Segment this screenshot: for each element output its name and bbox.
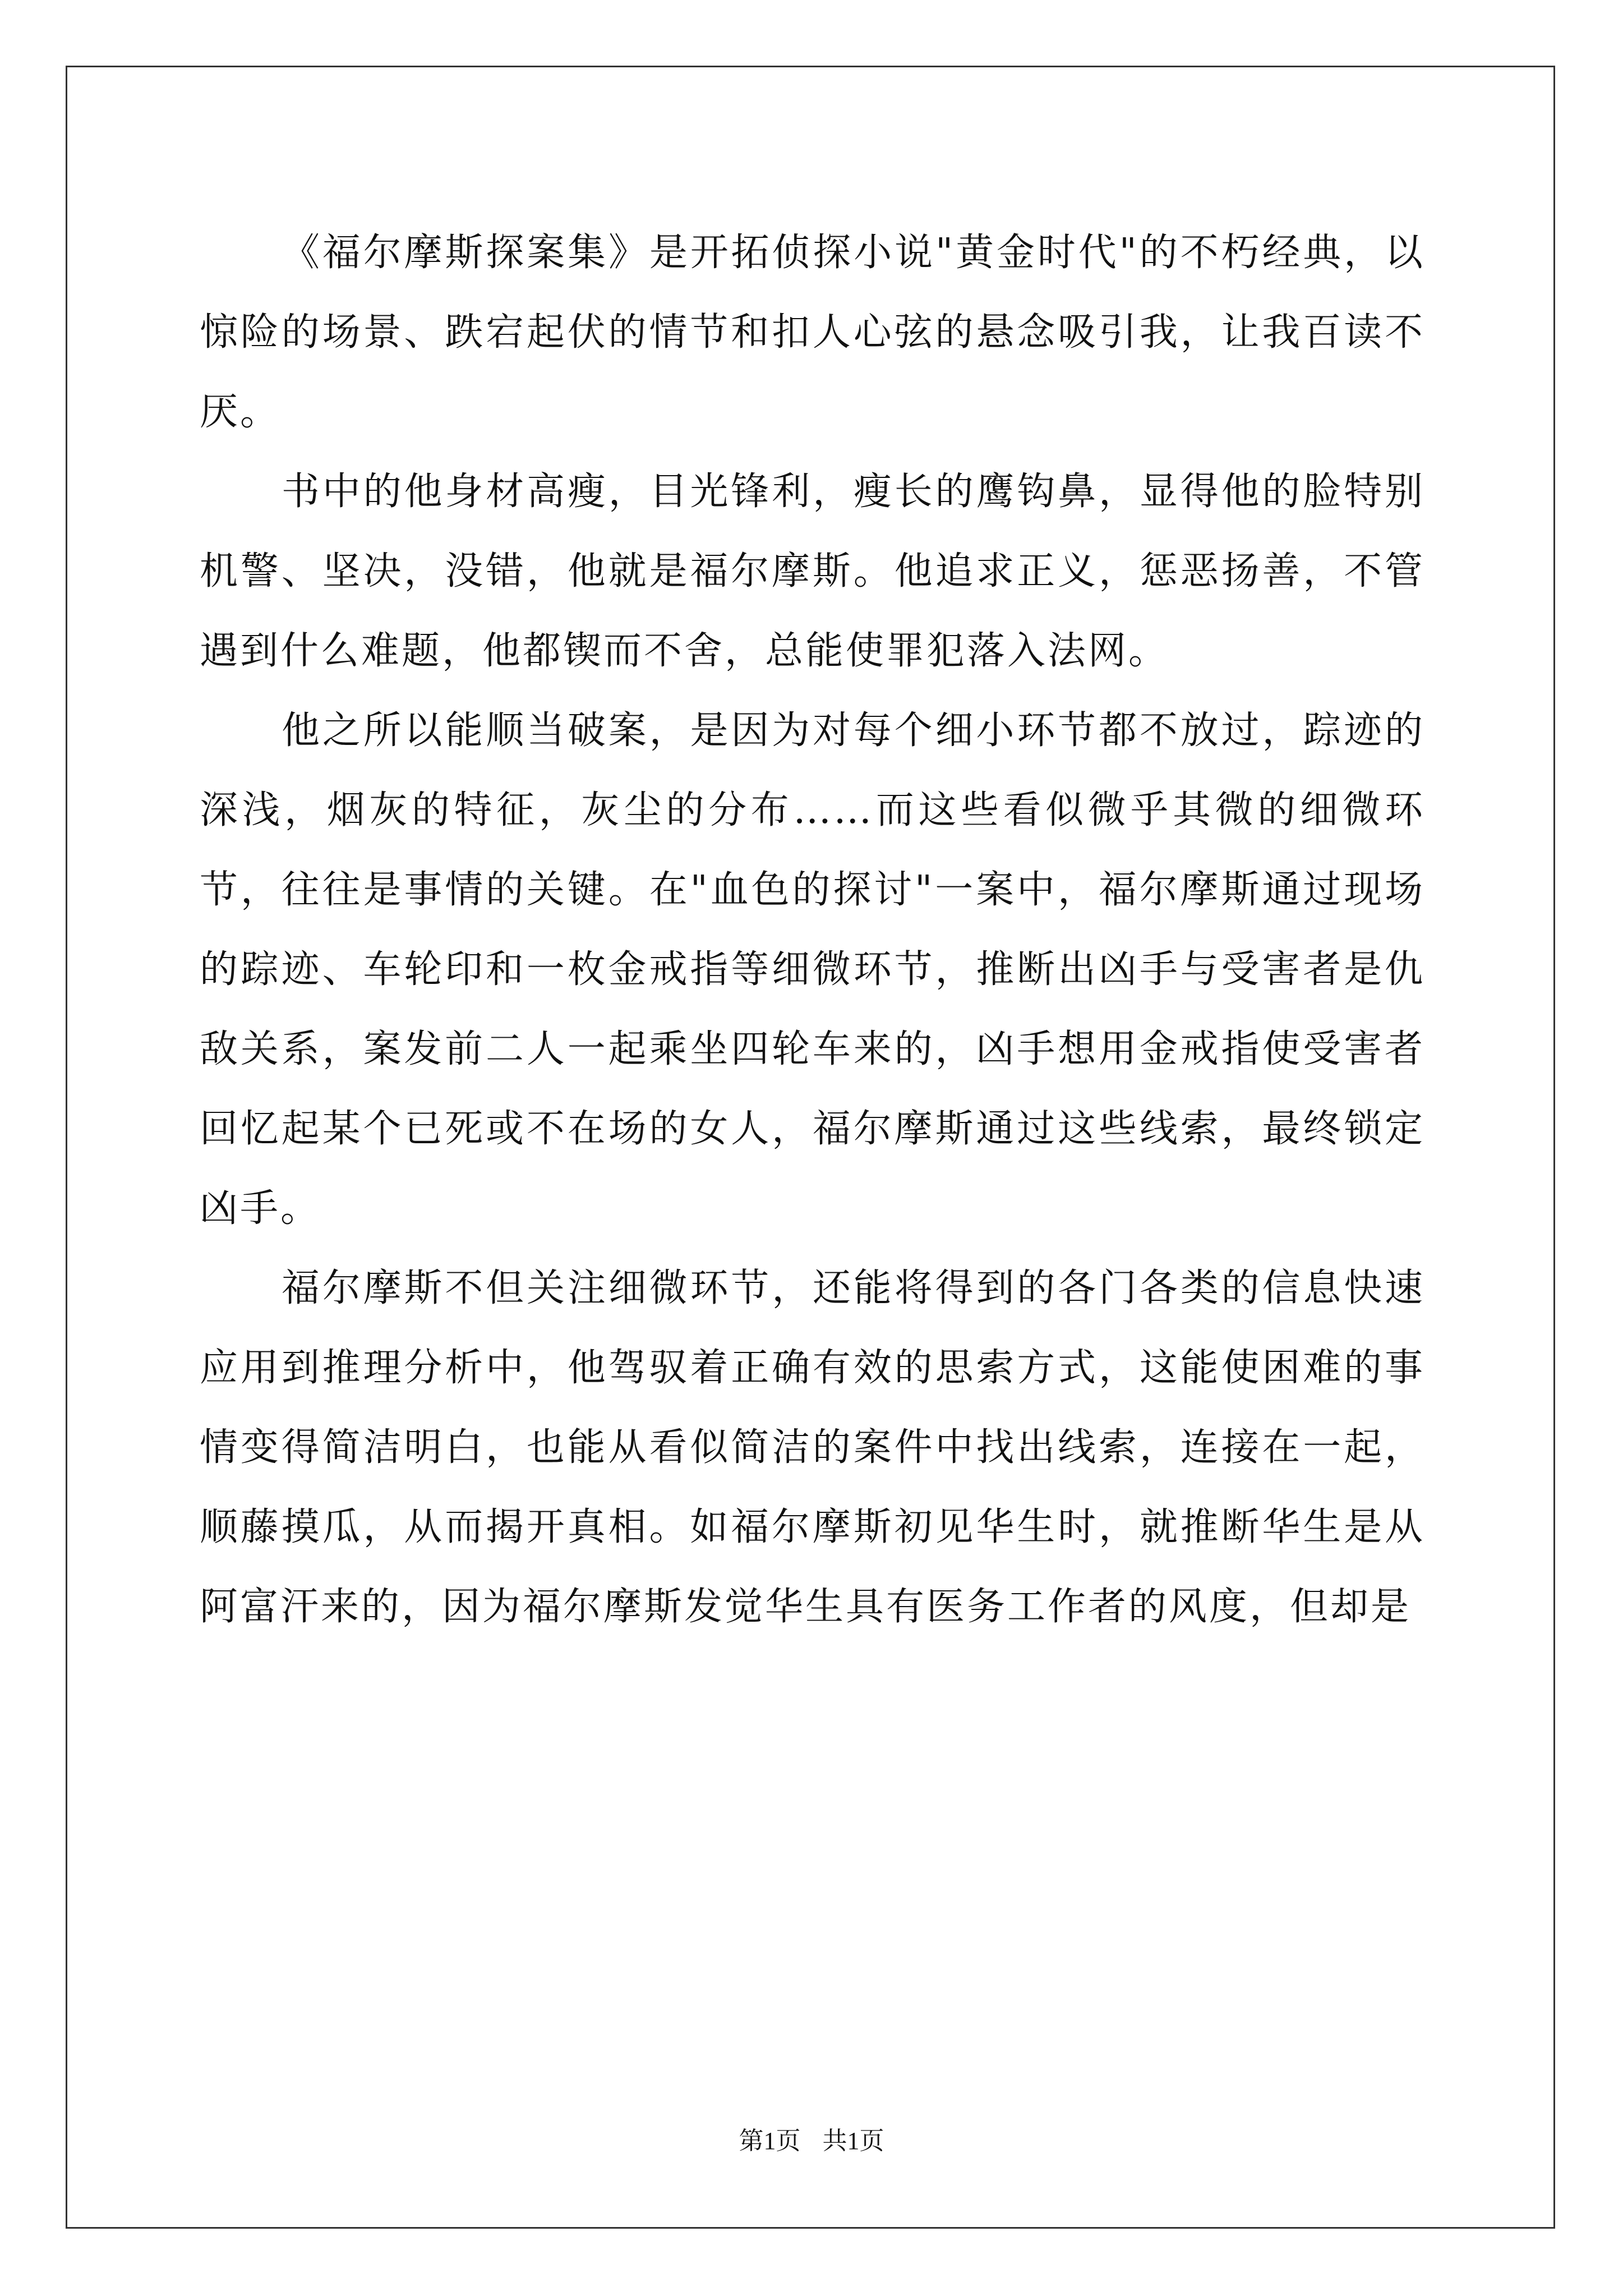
paragraph-2: 书中的他身材高瘦，目光锋利，瘦长的鹰钩鼻，显得他的脸特别机警、坚决，没错，他就是福尔摩斯。他追求正义，惩恶扬善，不管遇到什么难题，他都锲而不舍，总能使罪犯落入法网。 xyxy=(200,470,1425,673)
document-body xyxy=(200,213,1425,1647)
paragraph-3: 他之所以能顺当破案，是因为对每个细小环节都不放过，踪迹的深浅，烟灰的特征，灰尘的分布……而这些看似微乎其微的细微环节，往往是事情的关键。在"血色的探讨"一案中，福尔摩斯通过现场的踪迹、车轮印和一枚金戒指等细微环节，推断出凶手与受害者是仇敌关系，案发前二人一起乘坐四轮车来的，凶手想用金戒指使受害者回忆起某个已死或不在场的女人，福尔摩斯通过这些线索，最终锁定凶手。 xyxy=(200,708,1425,1231)
paragraph-1: 《福尔摩斯探案集》是开拓侦探小说"黄金时代"的不朽经典，以惊险的场景、跌宕起伏的情节和扣人心弦的悬念吸引我，让我百读不厌。 xyxy=(200,231,1425,434)
page-footer xyxy=(0,2120,1623,2156)
page-total: 共1页 xyxy=(822,2127,884,2155)
page-number: 第1页 xyxy=(739,2127,801,2155)
paragraph-4: 福尔摩斯不但关注细微环节，还能将得到的各门各类的信息快速应用到推理分析中，他驾驭着正确有效的思索方式，这能使困难的事情变得简洁明白，也能从看似简洁的案件中找出线索，连接在一起，顺藤摸瓜，从而揭开真相。如福尔摩斯初见华生时，就推断华生是从阿富汗来的，因为福尔摩斯发觉华生具有医务工作者的风度，但却是 xyxy=(200,1266,1425,1629)
